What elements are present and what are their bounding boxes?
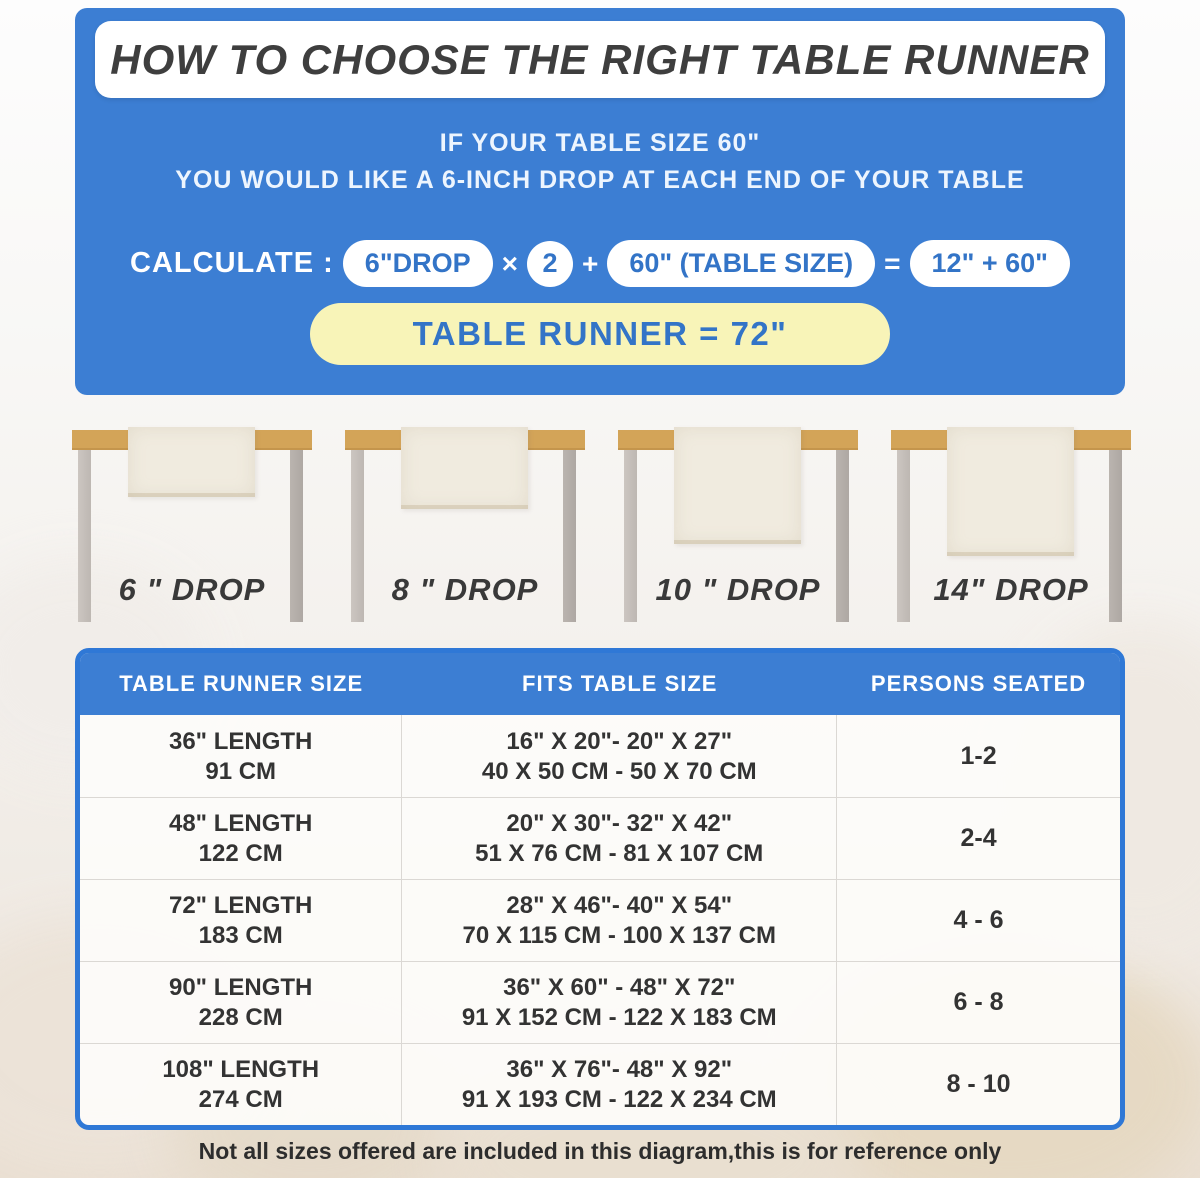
persons-seated: 8 - 10 (946, 1070, 1011, 1098)
table-row (80, 797, 1120, 879)
size-inches: 48" LENGTH (168, 810, 313, 837)
multiplier-pill: 2 (527, 241, 573, 287)
table-runner (128, 427, 255, 497)
sum-pill: 12" + 60" (910, 240, 1070, 287)
fits-inches: 36" X 76"- 48" X 92" (506, 1056, 733, 1083)
persons-seated: 1-2 (960, 741, 997, 770)
column-header: FITS TABLE SIZE (522, 671, 718, 696)
drop-label: 14" DROP (933, 572, 1089, 607)
plus-operator: + (581, 247, 599, 279)
size-cm: 183 CM (198, 922, 283, 949)
drop-label: 8 " DROP (391, 572, 539, 607)
size-cm: 228 CM (198, 1004, 283, 1031)
table-row (80, 715, 1120, 797)
size-chart (75, 648, 1125, 1130)
persons-seated: 4 - 6 (953, 906, 1004, 934)
fits-table-cell (402, 880, 837, 961)
multiply-operator: × (501, 247, 518, 279)
fits-cm: 40 X 50 CM - 50 X 70 CM (481, 757, 757, 785)
column-header: TABLE RUNNER SIZE (119, 671, 364, 696)
drop-figure-10 (618, 430, 858, 624)
fits-inches: 16" X 20"- 20" X 27" (506, 727, 733, 755)
fits-inches: 36" X 60" - 48" X 72" (503, 974, 736, 1001)
size-inches: 108" LENGTH (162, 1056, 320, 1083)
fits-table-cell (402, 962, 837, 1043)
persons-cell (837, 880, 1120, 961)
table-runner (401, 427, 528, 509)
equals-operator: = (884, 247, 901, 279)
fits-inches: 20" X 30"- 32" X 42" (506, 810, 733, 837)
drop-label: 10 " DROP (655, 572, 821, 607)
size-inches: 72" LENGTH (168, 892, 313, 919)
fits-table-cell (402, 798, 837, 879)
calculate-label: CALCULATE : (130, 247, 334, 279)
fits-cm: 51 X 76 CM - 81 X 107 CM (475, 840, 764, 867)
fits-table-cell (402, 715, 837, 797)
table-runner (674, 427, 801, 544)
size-chart-header (80, 653, 1120, 715)
runner-size-cell (80, 962, 402, 1043)
size-cm: 122 CM (198, 840, 283, 867)
drop-figures (72, 430, 1131, 624)
fits-cm: 91 X 193 CM - 122 X 234 CM (461, 1086, 777, 1113)
size-inches: 36" LENGTH (168, 727, 313, 755)
persons-cell (837, 1044, 1120, 1125)
persons-cell (837, 715, 1120, 797)
persons-cell (837, 798, 1120, 879)
reference-note: Not all sizes offered are included in this diagram,this is for reference only (198, 1138, 1002, 1164)
page-title: HOW TO CHOOSE THE RIGHT TABLE RUNNER (110, 35, 1090, 83)
fits-cm: 91 X 152 CM - 122 X 183 CM (461, 1004, 777, 1031)
column-header: PERSONS SEATED (870, 671, 1087, 696)
persons-seated: 2-4 (960, 824, 997, 852)
hero-panel (75, 8, 1125, 395)
size-inches: 90" LENGTH (168, 974, 313, 1001)
table-row (80, 879, 1120, 961)
persons-cell (837, 962, 1120, 1043)
intro-line-1: IF YOUR TABLE SIZE 60" (439, 129, 761, 157)
runner-size-cell (80, 1044, 402, 1125)
drop-figure-8 (345, 430, 585, 624)
table-row (80, 961, 1120, 1043)
drop-figure-14 (891, 430, 1131, 624)
fits-cm: 70 X 115 CM - 100 X 137 CM (462, 922, 776, 949)
size-cm: 274 CM (198, 1086, 283, 1113)
table-runner (947, 427, 1074, 556)
calculation-row (75, 240, 1125, 287)
fits-table-cell (402, 1044, 837, 1125)
size-cm: 91 CM (205, 757, 277, 785)
persons-seated: 6 - 8 (953, 988, 1004, 1016)
table-size-pill: 60" (TABLE SIZE) (607, 240, 875, 287)
runner-size-cell (80, 880, 402, 961)
drop-label: 6 " DROP (118, 572, 266, 607)
size-chart-body (80, 715, 1120, 1125)
runner-result-pill: TABLE RUNNER = 72" (310, 303, 890, 365)
drop-figure-6 (72, 430, 312, 624)
table-row (80, 1043, 1120, 1125)
drop-value-pill: 6"DROP (343, 240, 493, 287)
runner-size-cell (80, 715, 402, 797)
fits-inches: 28" X 46"- 40" X 54" (506, 892, 733, 919)
title-bar (95, 21, 1105, 98)
intro-line-2: YOU WOULD LIKE A 6-INCH DROP AT EACH END OF YOUR TABLE (175, 166, 1025, 194)
runner-size-cell (80, 798, 402, 879)
